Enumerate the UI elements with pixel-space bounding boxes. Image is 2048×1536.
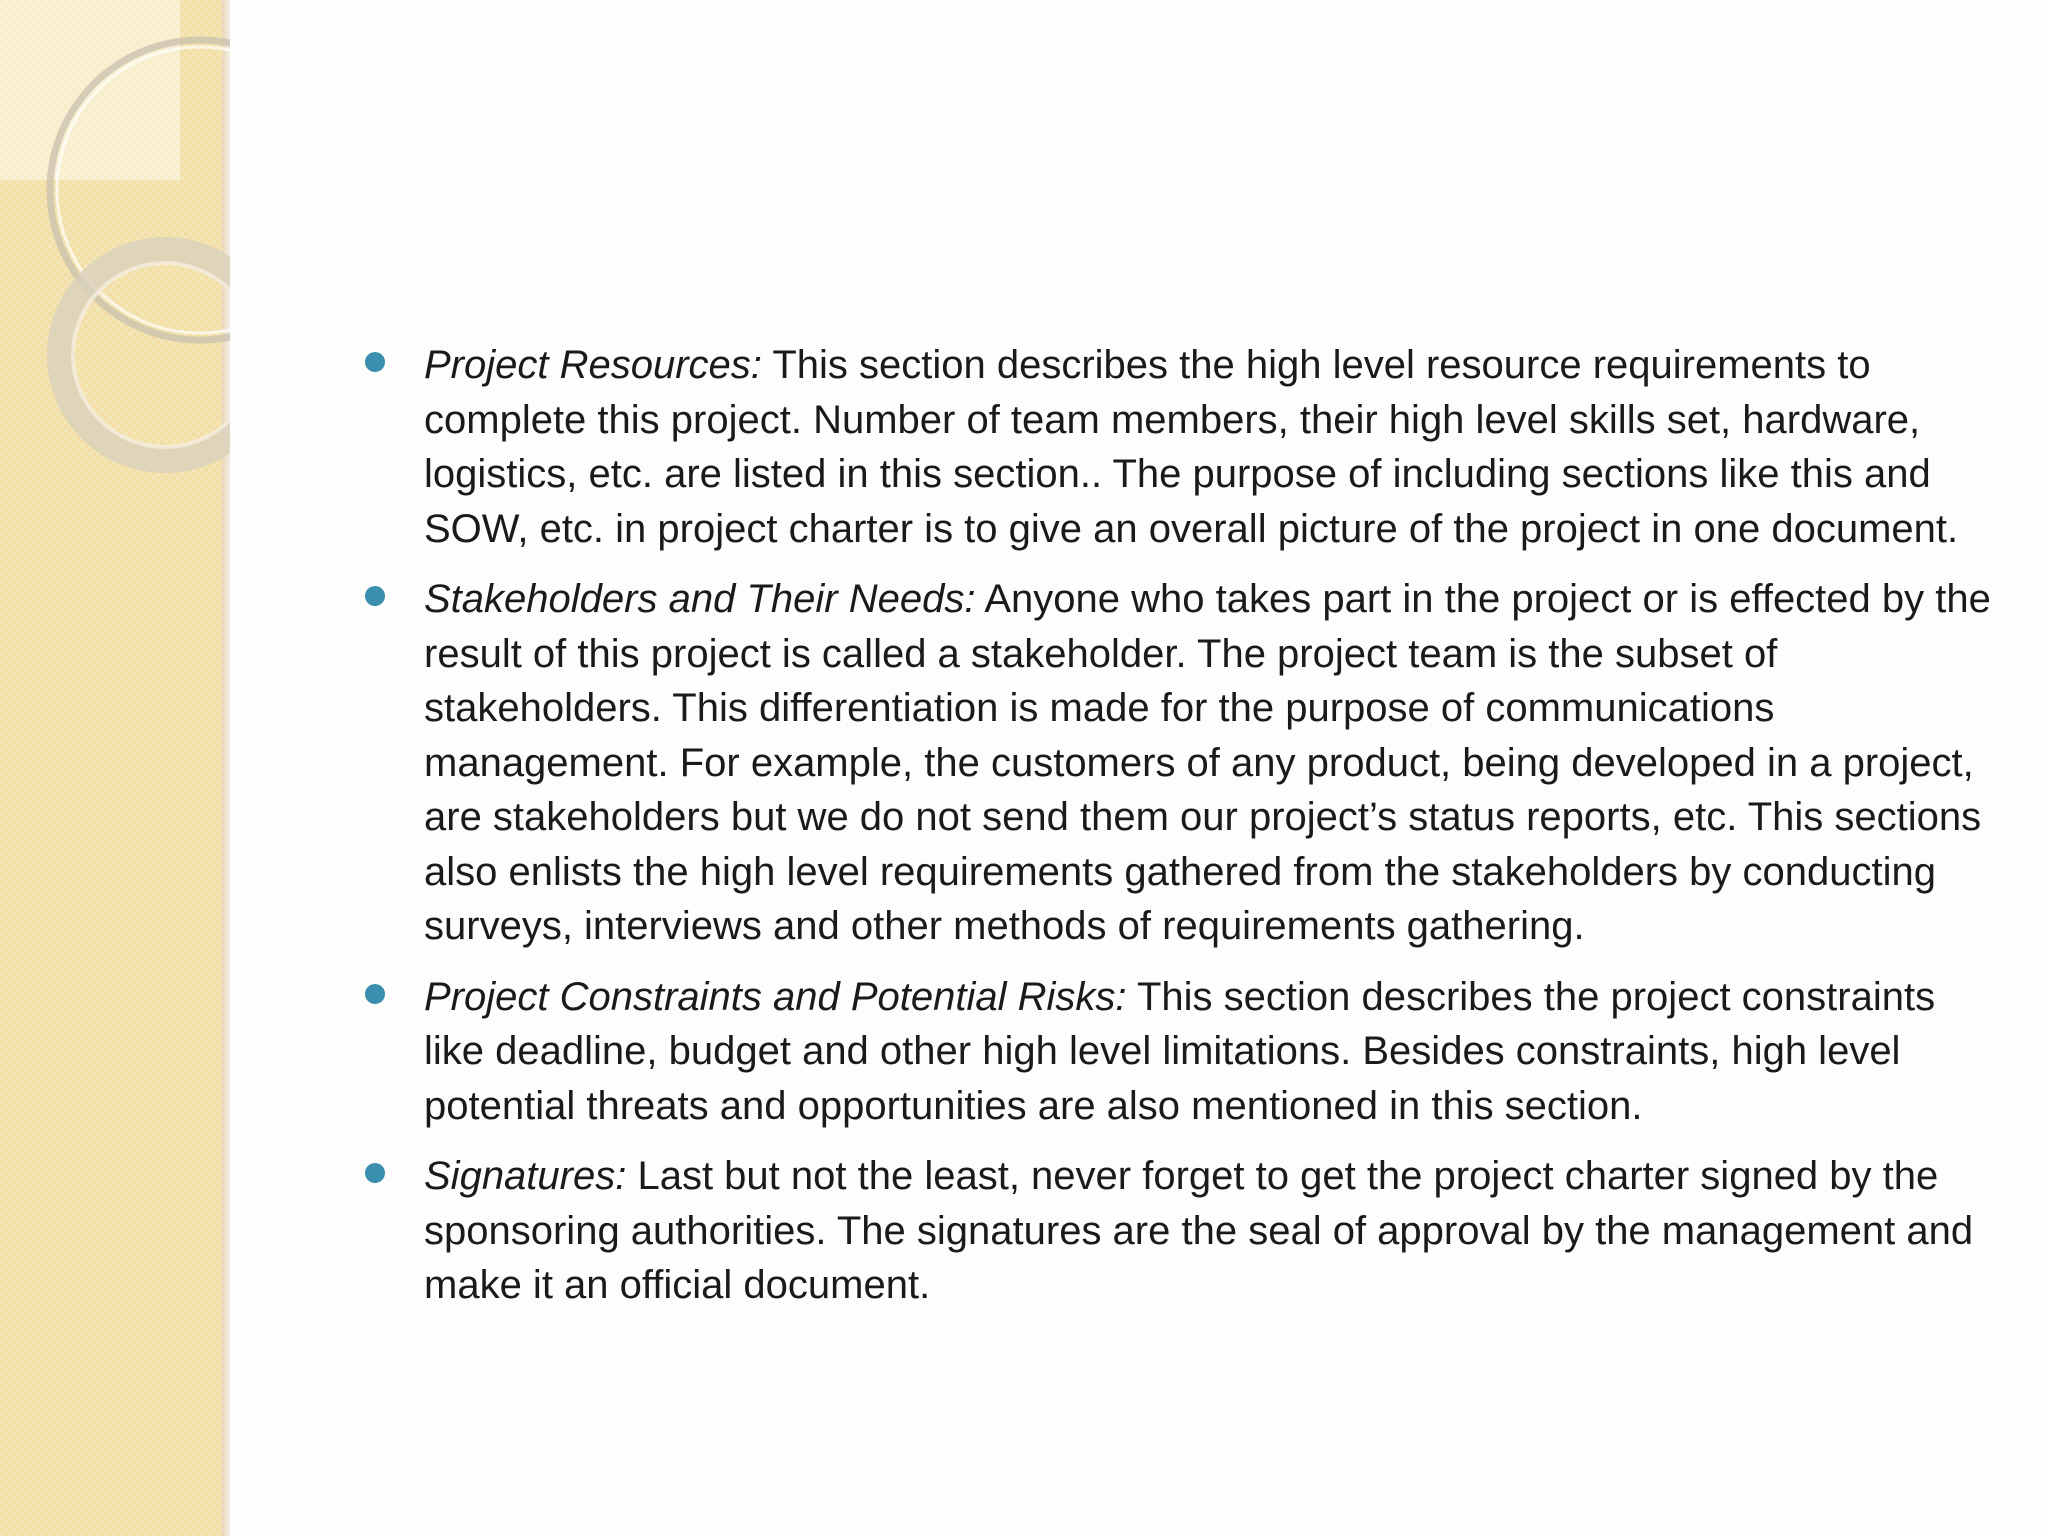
bullet-dot-icon — [365, 984, 385, 1004]
bullet-text: Anyone who takes part in the project or is effected by the result of this project is called a stakeholder. The project team is the subset of stakeholders. This differentiation is made for the purpose of communications management. For example, the customers of any product, being developed in a project, are stakeholders but we do not send them our project’s status reports, etc. This sections also enlists the high level requirements gathered from the stakeholders by conducting surveys, interviews and other methods of requirements gathering. — [424, 577, 1991, 948]
small-ring-highlight — [73, 263, 230, 447]
bullet-heading: Stakeholders and Their Needs: — [424, 577, 976, 621]
bullet-dot-icon — [365, 1163, 385, 1183]
bullet-heading: Signatures: — [424, 1154, 627, 1198]
bullet-heading: Project Resources: — [424, 343, 762, 387]
bullet-text: Last but not the least, never forget to get the project charter signed by the sponsoring authorities. The signatures are the seal of approval by the management and make it an official document. — [424, 1154, 1974, 1307]
bullet-dot-icon — [365, 586, 385, 606]
bullet-stakeholders — [360, 572, 2000, 954]
bullet-list — [360, 338, 2000, 1329]
bullet-project-resources — [360, 338, 2000, 556]
bullet-text: This section describes the project constraints like deadline, budget and other high level limitations. Besides constraints, high level potential threats and opportunities are also mentioned in this section. — [424, 974, 1936, 1128]
bullet-heading: Project Constraints and Potential Risks: — [424, 974, 1127, 1019]
bullet-constraints-risks — [360, 970, 2000, 1134]
decorative-rings — [0, 0, 230, 520]
bullet-signatures — [360, 1149, 2000, 1313]
bullet-text: This section describes the high level resource requirements to complete this project. Number of team members, their high level skills set, hardware, logistics, etc. are listed in this section.. The purpose of including sections like this and SOW, etc. in project charter is to give an overall picture of the project in one document. — [424, 343, 1959, 551]
small-ring — [60, 250, 230, 460]
bullet-dot-icon — [365, 352, 385, 372]
